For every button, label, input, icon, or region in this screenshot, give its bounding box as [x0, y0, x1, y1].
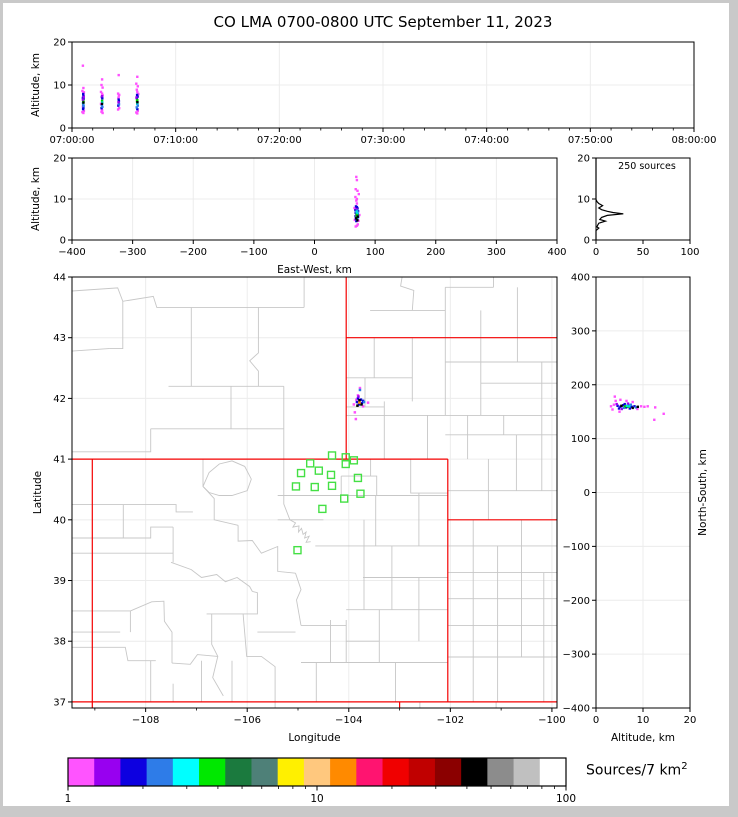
county-boundaries	[72, 277, 557, 708]
colorbar-segment	[356, 758, 383, 786]
svg-text:10: 10	[310, 793, 324, 805]
svg-text:200: 200	[426, 247, 446, 258]
colorbar-segment	[147, 758, 174, 786]
svg-text:−200: −200	[562, 595, 590, 607]
svg-text:100: 100	[555, 793, 577, 805]
ew-x-axis-label: East-West, km	[277, 264, 352, 276]
ew-panel	[30, 154, 567, 277]
colorbar-segment	[199, 758, 226, 786]
hist-panel	[577, 154, 699, 259]
svg-text:0: 0	[59, 123, 66, 135]
colorbar-segment	[461, 758, 488, 786]
ew-sources-scatter	[353, 176, 360, 228]
svg-text:20: 20	[683, 715, 697, 726]
time-y-axis-label: Altitude, km	[30, 52, 42, 118]
svg-text:300: 300	[486, 247, 506, 258]
svg-text:−108: −108	[131, 715, 160, 726]
axis-ticks	[592, 277, 690, 712]
svg-text:0: 0	[583, 235, 590, 247]
svg-text:0: 0	[592, 715, 600, 726]
colorbar-segment	[251, 758, 278, 786]
svg-text:37: 37	[53, 697, 66, 709]
svg-text:10: 10	[577, 194, 590, 206]
svg-text:400: 400	[547, 247, 567, 258]
colorbar-segment	[120, 758, 147, 786]
svg-text:20: 20	[53, 37, 66, 49]
svg-text:10: 10	[53, 80, 66, 92]
gridlines	[72, 42, 694, 128]
svg-text:07:40:00: 07:40:00	[464, 135, 510, 146]
svg-text:20: 20	[577, 153, 590, 165]
svg-text:−100: −100	[538, 715, 566, 726]
svg-text:07:10:00: 07:10:00	[153, 135, 199, 146]
svg-text:−200: −200	[179, 247, 207, 258]
svg-text:10: 10	[53, 194, 66, 206]
svg-text:−300: −300	[562, 649, 590, 661]
svg-text:20: 20	[53, 153, 66, 165]
svg-text:−300: −300	[118, 247, 147, 258]
lma-station-markers	[292, 452, 363, 554]
colorbar-segment	[383, 758, 410, 786]
colorbar-segment	[330, 758, 357, 786]
colorbar-segment	[173, 758, 200, 786]
ew-y-axis-label: Altitude, km	[30, 166, 42, 232]
gridlines	[596, 277, 690, 708]
svg-text:10: 10	[636, 715, 650, 726]
svg-text:38: 38	[53, 636, 66, 648]
colorbar-segment	[94, 758, 121, 786]
svg-text:0: 0	[311, 247, 318, 258]
svg-text:−104: −104	[335, 715, 363, 726]
svg-text:07:50:00: 07:50:00	[567, 135, 613, 146]
svg-text:−100: −100	[240, 247, 268, 258]
svg-text:07:20:00: 07:20:00	[256, 135, 302, 146]
page-title: CO LMA 0700-0800 UTC September 11, 2023	[213, 13, 553, 31]
map-panel	[32, 273, 566, 745]
svg-text:100: 100	[680, 247, 700, 258]
colorbar-ticks	[65, 786, 576, 805]
colorbar-segment	[540, 758, 567, 786]
panel-frame	[72, 277, 557, 708]
time-panel	[30, 38, 716, 147]
svg-text:0: 0	[592, 247, 600, 258]
colorbar-label-text: Sources/7 km	[586, 762, 682, 779]
colorbar-label-sup: 2	[681, 761, 688, 772]
svg-text:43: 43	[53, 333, 66, 345]
ns-x-axis-label: Altitude, km	[610, 732, 676, 744]
svg-text:0: 0	[59, 235, 66, 247]
axis-tick-labels	[563, 273, 697, 727]
colorbar-segment	[68, 758, 95, 786]
colorbar-segment	[225, 758, 252, 786]
svg-text:40: 40	[53, 515, 66, 527]
colorbar-segment	[304, 758, 331, 786]
svg-text:42: 42	[53, 393, 66, 405]
axis-ticks	[68, 42, 694, 132]
ns-sources-scatter	[610, 395, 665, 421]
state-borders	[72, 277, 557, 708]
axis-ticks	[68, 158, 557, 244]
total-sources-annotation: 250 sources	[618, 161, 676, 172]
svg-text:41: 41	[53, 454, 66, 466]
ns-y-axis-label: North-South, km	[697, 449, 709, 536]
gridlines	[72, 277, 557, 708]
colorbar-label	[586, 761, 688, 779]
colorbar	[65, 758, 576, 805]
map-x-axis-label: Longitude	[288, 732, 341, 744]
svg-text:−102: −102	[436, 715, 465, 726]
svg-text:07:00:00: 07:00:00	[49, 135, 95, 146]
svg-text:07:30:00: 07:30:00	[360, 135, 406, 146]
colorbar-segment	[514, 758, 541, 786]
svg-text:400: 400	[570, 272, 590, 284]
svg-text:100: 100	[365, 247, 385, 258]
svg-text:0: 0	[583, 488, 590, 499]
svg-text:−400: −400	[562, 703, 590, 715]
svg-text:44: 44	[53, 272, 66, 284]
colorbar-segment	[409, 758, 436, 786]
svg-text:−400: −400	[58, 247, 86, 258]
colorbar-segment	[278, 758, 305, 786]
axis-ticks	[68, 277, 552, 712]
svg-text:300: 300	[570, 326, 590, 338]
svg-text:100: 100	[570, 434, 590, 446]
gridlines	[72, 158, 557, 240]
svg-text:−100: −100	[562, 541, 590, 553]
svg-text:39: 39	[53, 576, 66, 588]
svg-text:200: 200	[570, 380, 590, 392]
colorbar-segment	[435, 758, 462, 786]
ns-panel	[563, 273, 709, 745]
svg-text:1: 1	[64, 793, 72, 805]
svg-text:50: 50	[636, 247, 650, 258]
colorbar-segment	[487, 758, 514, 786]
svg-text:−106: −106	[233, 715, 261, 726]
time-sources-scatter	[81, 65, 139, 115]
svg-text:08:00:00: 08:00:00	[671, 135, 717, 146]
axis-tick-labels	[53, 154, 566, 259]
map-y-axis-label: Latitude	[32, 470, 44, 515]
